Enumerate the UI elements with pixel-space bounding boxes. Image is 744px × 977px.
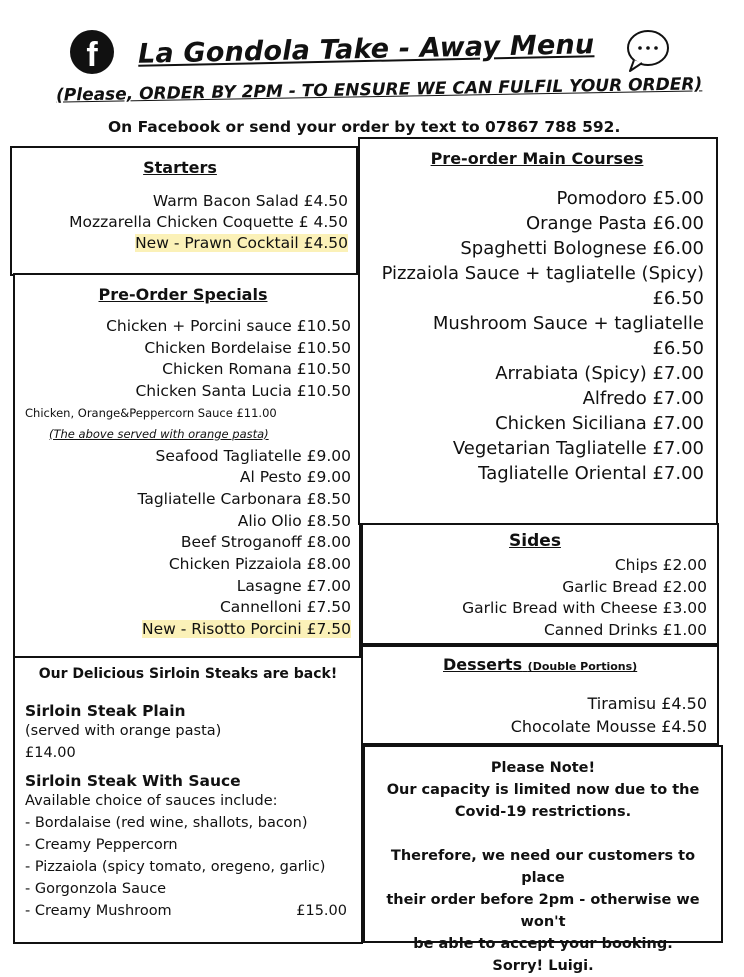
menu-item: Beef Stroganoff £8.00 xyxy=(180,533,351,552)
steak-sauce-price: £15.00 xyxy=(296,903,347,919)
menu-item: Lasagne £7.00 xyxy=(236,576,351,595)
main-courses-title: Pre-order Main Courses xyxy=(430,149,644,168)
menu-item: Chips £2.00 xyxy=(614,556,707,574)
menu-item: Arrabiata (Spicy) £7.00 xyxy=(495,363,704,384)
menu-item-price: £6.50 xyxy=(652,338,704,359)
highlighted-text: New - Prawn Cocktail £4.50 xyxy=(135,233,348,252)
serving-note: (The above served with orange pasta) xyxy=(49,426,269,441)
sides-section xyxy=(361,523,719,645)
menu-item-new xyxy=(15,619,351,641)
specials-title: Pre-Order Specials xyxy=(98,285,268,304)
sauce-item: - Gorgonzola Sauce xyxy=(25,881,167,897)
sauce-item: - Creamy Mushroom xyxy=(25,903,172,919)
menu-item: Alio Olio £8.50 xyxy=(237,511,351,530)
menu-item: Chocolate Mousse £4.50 xyxy=(510,717,707,736)
menu-item: Chicken, Orange&Peppercorn Sauce £11.00 xyxy=(25,405,277,420)
sauce-item: - Creamy Peppercorn xyxy=(25,837,178,853)
menu-item-new xyxy=(12,233,348,254)
steak-sauce-intro: Available choice of sauces include: xyxy=(25,793,278,809)
desserts-section xyxy=(361,645,719,745)
desserts-title xyxy=(363,655,707,674)
menu-item: Chicken Bordelaise £10.50 xyxy=(144,338,351,357)
chat-bubble-icon xyxy=(624,28,672,74)
menu-item: Garlic Bread with Cheese £3.00 xyxy=(462,599,707,618)
sauce-list xyxy=(25,812,351,922)
sauce-item: - Bordalaise (red wine, shallots, bacon) xyxy=(25,815,308,831)
menu-item: Chicken Romana £10.50 xyxy=(162,360,351,379)
menu-item: Cannelloni £7.50 xyxy=(219,598,351,617)
steak-plain-note: (served with orange pasta) xyxy=(25,723,222,739)
menu-item: Chicken + Porcini sauce £10.50 xyxy=(106,317,351,335)
menu-item: Garlic Bread £2.00 xyxy=(562,577,707,596)
menu-item: Canned Drinks £1.00 xyxy=(543,621,707,640)
menu-item: Tagliatelle Oriental £7.00 xyxy=(478,463,704,484)
steak-sauce-heading: Sirloin Steak With Sauce xyxy=(25,772,241,790)
menu-item: Chicken Siciliana £7.00 xyxy=(495,413,704,434)
menu-item: Orange Pasta £6.00 xyxy=(525,213,704,234)
covid-notice xyxy=(363,745,723,974)
menu-item: Mozzarella Chicken Coquette £ 4.50 xyxy=(69,212,348,231)
sauce-item: - Pizzaiola (spicy tomato, oregeno, garlic) xyxy=(25,859,326,875)
menu-item: Tagliatelle Carbonara £8.50 xyxy=(137,489,351,508)
notice-line: be able to accept your booking. xyxy=(413,936,673,952)
steaks-title: Our Delicious Sirloin Steaks are back! xyxy=(38,666,338,682)
menu-item: Alfredo £7.00 xyxy=(582,388,704,409)
steak-plain-heading: Sirloin Steak Plain xyxy=(25,702,186,720)
menu-item: Seafood Tagliatelle £9.00 xyxy=(155,446,351,465)
starters-section xyxy=(10,146,358,276)
sauce-item-row xyxy=(25,900,351,922)
menu-item: Al Pesto £9.00 xyxy=(239,468,351,487)
menu-item: Chicken Santa Lucia £10.50 xyxy=(135,382,351,401)
menu-item: Vegetarian Tagliatelle £7.00 xyxy=(452,438,704,459)
desserts-subtitle: (Double Portions) xyxy=(527,660,638,673)
menu-item: Chicken Pizzaiola £8.00 xyxy=(168,555,351,574)
menu-item: Spaghetti Bolognese £6.00 xyxy=(460,238,704,259)
notice-line: Our capacity is limited now due to the xyxy=(386,782,700,798)
menu-item: Pizzaiola Sauce + tagliatelle (Spicy) xyxy=(381,263,704,284)
notice-line: Therefore, we need our customers to place xyxy=(390,848,696,886)
menu-item-price: £6.50 xyxy=(652,288,704,309)
highlighted-text: New - Risotto Porcini £7.50 xyxy=(141,620,351,639)
menu-item: Pomodoro £5.00 xyxy=(556,188,704,209)
menu-item: Mushroom Sauce + tagliatelle xyxy=(432,313,704,334)
menu-title: La Gondola Take - Away Menu xyxy=(137,29,595,70)
contact-line: On Facebook or send your order by text to 07867 788 592. xyxy=(108,118,621,136)
notice-line: Please Note! xyxy=(490,760,596,776)
steak-plain-price: £14.00 xyxy=(25,745,76,761)
main-courses-section xyxy=(358,137,718,525)
menu-item: Tiramisu £4.50 xyxy=(587,694,707,713)
specials-section xyxy=(13,273,361,661)
menu-item: Warm Bacon Salad £4.50 xyxy=(152,192,348,210)
sides-title: Sides xyxy=(509,531,561,551)
order-deadline-note: (Please, ORDER BY 2PM - TO ENSURE WE CAN FULFIL YOUR ORDER) xyxy=(55,74,703,106)
desserts-title-text: Desserts xyxy=(443,655,523,674)
steaks-section xyxy=(13,656,363,944)
notice-signature: Sorry! Luigi. xyxy=(492,958,594,974)
notice-line: their order before 2pm - otherwise we won't xyxy=(386,892,700,930)
notice-line: Covid-19 restrictions. xyxy=(454,804,632,820)
starters-title: Starters xyxy=(143,158,217,177)
facebook-icon: f xyxy=(70,30,114,74)
